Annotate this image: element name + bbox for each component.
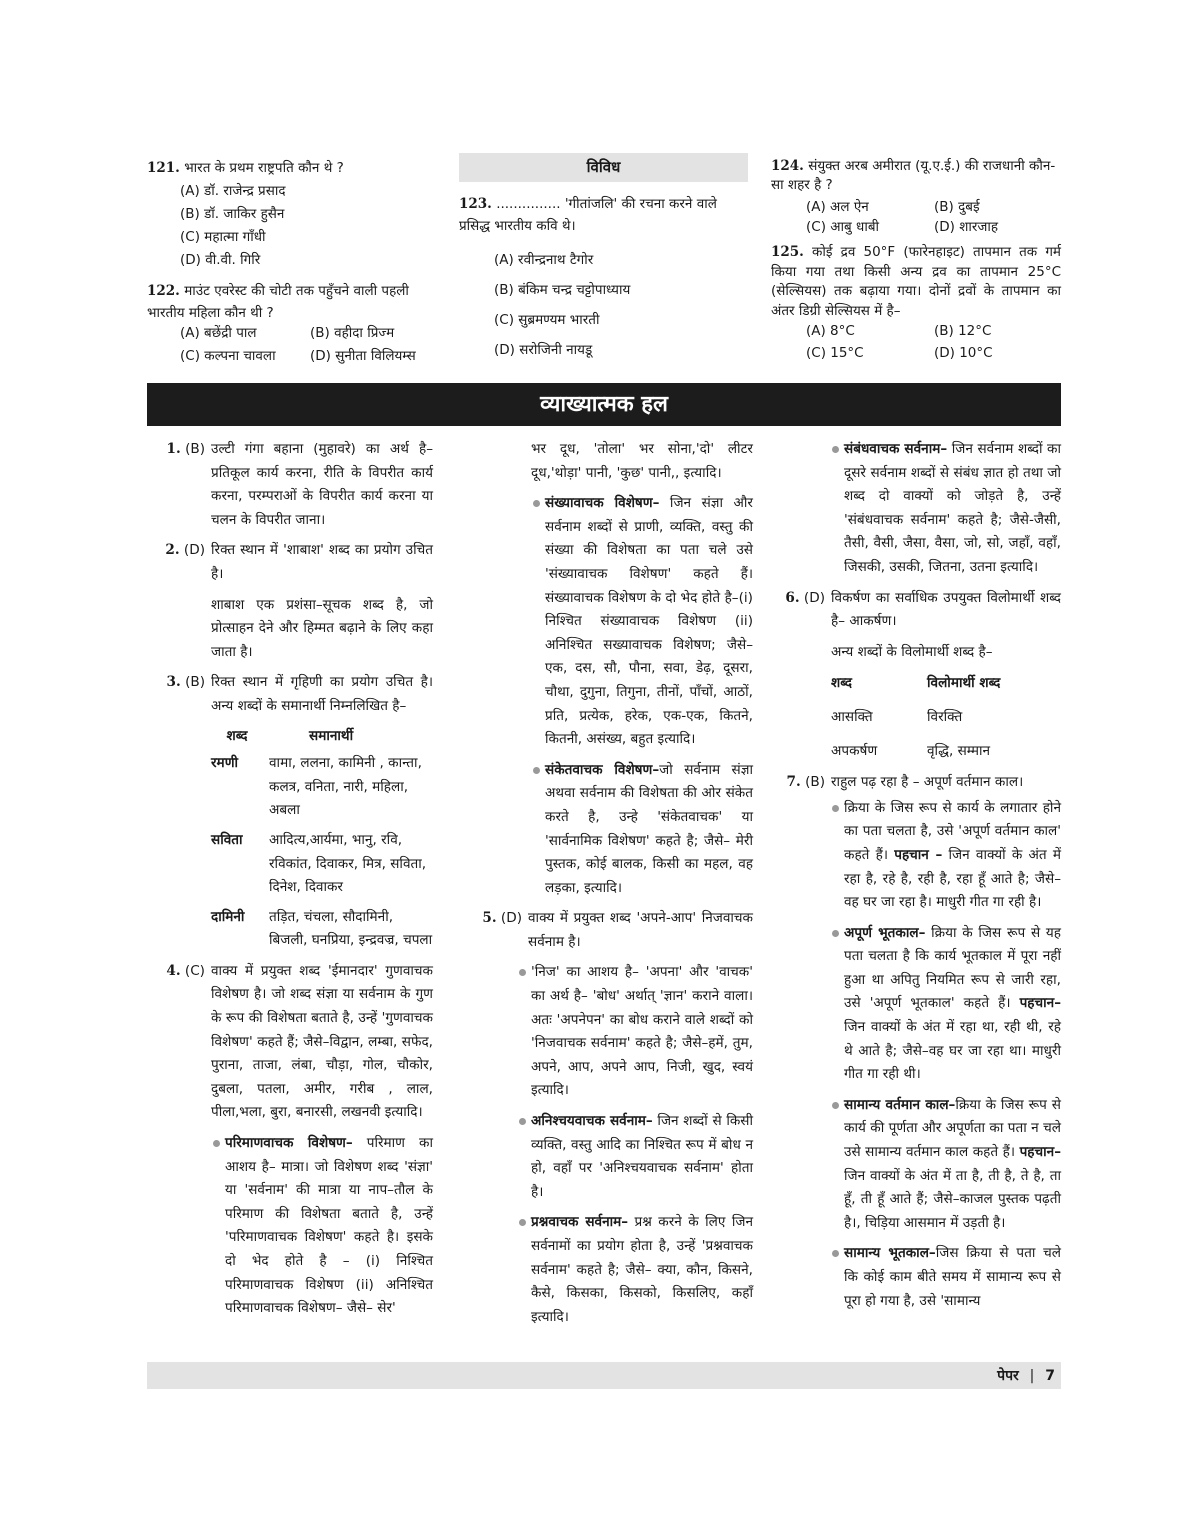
answer-number: 7. [786,774,801,791]
question-122-options [180,322,460,368]
footer-label: पेपर [997,1368,1019,1384]
bullet-text: क्रिया के जिस रूप से कार्य के लगातार होने का पता चलता है, उसे 'अपूर्ण वर्तमान काल' कहते हैं। [844,799,1061,863]
question-text: कोई द्रव 50°F (फारेनहाइट) तापमान तक गर्म किया गया तथा किसी अन्य द्रव का तापमान 25°C (सेल्सियस) तक बढ़ाया गया। दोनों द्रवों के तापमान का अंतर डिग्री सेल्सियस में है– [771,244,1061,319]
question-text: माउंट एवरेस्ट की चोटी तक पहुँचने वाली पहली भारतीय महिला कौन थी ? [147,283,409,321]
bullet-heading: सामान्य वर्तमान काल– [844,1096,956,1113]
question-121-options [180,180,450,272]
bullet-text: जिन शब्दों से किसी व्यक्ति, वस्तु आदि का निश्चित रूप में बोध न हो, वहाँ पर 'अनिश्चयवाचक सर्वनाम' होता है। [531,1113,753,1200]
option-c: (C) कल्पना चावला [180,348,276,364]
option-d: (D) सुनीता विलियम्स [310,348,416,364]
answer-1 [147,438,433,539]
answer-number: 2. [165,542,180,559]
option-a: (A) रवीन्द्रनाथ टैगोर [494,252,594,268]
bullet-text: परिमाण का आशय है– मात्रा। जो विशेषण शब्द 'संज्ञा' या 'सर्वनाम' की मात्रा या नाप–तौल के परिमाण की विशेषता बताते है, उन्हें 'परिमाणवाचक विशेषण' कहते है। इसके दो भेद होते है – (i) निश्चित परिमाणवाचक विशेषण (ii) अनिश्चित परिमाणवाचक विशेषण– जैसे– सेर' [225,1135,433,1317]
option-a: (A) डॉ. राजेन्द्र प्रसाद [180,183,286,199]
bullet-text: जिन सर्वनाम शब्दों का दूसरे सर्वनाम शब्दों से संबंध ज्ञात हो तथा जो शब्द दो वाक्यों को जोड़ते है, उन्हें 'संबंधवाचक सर्वनाम' कहते है; जैसे-जैसी, तैसी, वैसी, जैसा, वैसा, जो, सो, जहाँ, वहाँ, जिसकी, उसकी, जितना, उतना इत्यादि। [844,441,1061,575]
option-b: (B) डॉ. जाकिर हुसैन [180,206,285,222]
bullet-identify-label: पहचान– [1019,1144,1061,1161]
table-header-word: शब्द [831,675,852,692]
solutions-column-2 [470,438,753,1336]
table-cell-antonym: विरक्ति [927,708,963,725]
question-number: 122. [147,283,180,299]
bullet-text: क्रिया के जिस रूप से यह पता चलता है कि कार्य भूतकाल में पूरा नहीं हुआ था अपितु नियमित रूप से जारी रहा, उसे 'अपूर्ण भूतकाल' कहते हैं। [844,924,1061,1012]
table-header-synonym: समानार्थी [309,727,354,744]
bullet-identify-text: जिन वाक्यों के अंत में ता है, ती है, ते है, ता हूँ, ती हूँ आते हैं; जैसे–काजल पुस्तक पढ़ती है।, चिड़िया आसमान में उड़ती है। [844,1167,1061,1231]
page-number: 7 [1045,1368,1055,1384]
answer-letter: (B) [185,441,205,457]
answer-text: वाक्य में प्रयुक्त शब्द 'अपने-आप' निजवाचक सर्वनाम है। [528,910,753,950]
bullet-sanketvachak [531,759,753,901]
option-d: (D) सरोजिनी नायडू [494,342,593,358]
answer-2 [147,539,433,593]
bullet-sambandhvachak [830,438,1061,580]
bullet-identify-text: जिन वाक्यों के अंत में रहा है, रहे है, रही है, रहा हूँ आते है; जैसे–वह घर जा रहा है। माधुरी गीत गा रही है। [844,846,1062,911]
option-b: (B) दुबई [934,199,980,215]
footer-separator: | [1029,1368,1035,1384]
table-cell-word: सविता [211,831,243,848]
option-a: (A) अल ऐन [806,199,869,215]
answer-2-explanation: शाबाश एक प्रशंसा–सूचक शब्द है, जो प्रोत्साहन देने और हिम्मत बढ़ाने के लिए कहा जाता है। [211,596,433,660]
answer-text: विकर्षण का सर्वाधिक उपयुक्त विलोमार्थी शब्द है– आकर्षण। [831,589,1061,630]
bullet-text: जिन संज्ञा और सर्वनाम शब्दों से प्राणी, व्यक्ति, वस्तु की संख्या की विशेषता का पता चले उसे 'संख्यावाचक विशेषण' कहते हैं। संख्यावाचक विशेषण के दो भेद होते है–(i) निश्चित संख्यावाचक विशेषण (ii) अनिश्चित सख्यावाचक विशेषण; जैसे–एक, दस, सौ, पौना, सवा, डेढ़, दूसरा, चौथा, दुगुना, तिगुना, तीनों, पाँचों, आठों, प्रति, प्रत्येक, हरेक, एक-एक, कितने, कितनी, असंख्य, बहुत इत्यादि। [545,495,753,748]
table-cell-synonyms: वामा, ललना, कामिनी , कान्ता, कलत्र, वनिता, नारी, महिला, अबला [269,755,422,819]
question-number: 121. [147,160,180,176]
question-125-options [806,320,1061,364]
bullet-heading: अपूर्ण भूतकाल– [844,924,926,941]
option-c: (C) सुब्रमण्यम भारती [494,312,600,328]
answer-text: उल्टी गंगा बहाना (मुहावरे) का अर्थ है– प्रतिकूल कार्य करना, रीति के विपरीत कार्य करना, परम्पराओं के विपरीत कार्य करना या चलन के विपरीत जाना। [211,441,433,528]
answer-letter: (B) [805,774,825,791]
synonym-table [147,725,433,953]
answer-6-explanation: अन्य शब्दों के विलोमार्थी शब्द है– [831,643,993,660]
bullet-text: जो सर्वनाम संज्ञा अथवा सर्वनाम की विशेषता की ओर संकेत करते है, उन्हे 'संकेतवाचक' या 'सार्वनामिक विशेषण' कहते है; जैसे– मेरी पुस्तक, कोई बालक, किसी का महल, वह लड़का, इत्यादि। [545,761,753,896]
table-header-antonym: विलोमार्थी शब्द [927,675,1001,692]
option-c: (C) आबु धाबी [806,219,880,235]
bullet-heading: संकेतवाचक विशेषण– [545,761,660,778]
bullet-text: क्रिया के जिस रूप से कार्य की पूर्णता और अपूर्णता का पता न चले उसे सामान्य वर्तमान काल कहते हैं। [844,1096,1061,1161]
section-heading-misc: विविध [459,153,748,182]
bullet-nijvachak: 'निज' का आशय है– 'अपना' और 'वाचक' का अर्थ है– 'बोध' अर्थात् 'ज्ञान' कराने वाला। अतः 'अपनेपन' का बोध कराने वाले शब्दों को 'निजवाचक सर्वनाम' कहते है; जैसे–हमें, तुम, अपने, आप, अपने आप, निजी, खुद, स्वयं इत्यादि। [517,961,753,1103]
answer-6 [783,587,1061,641]
answer-number: 1. [166,441,181,457]
bullet-text: प्रश्न करने के लिए जिन सर्वनामों का प्रयोग होता है, उन्हें 'प्रश्नवाचक सर्वनाम' कहते है; जैसे– क्या, कौन, किसने, कैसे, किसका, किसको, किसलिए, कहाँ इत्यादि। [531,1214,754,1325]
question-124 [771,157,1061,195]
solutions-column-1 [147,438,433,1328]
answer-letter: (D) [803,589,825,606]
bullet-identify-text: जिन वाक्यों के अंत में रहा था, रही थी, रहे थे आते है; जैसे–वह घर जा रहा था। माधुरी गीत गा रही थी। [844,1019,1061,1083]
question-text: भारत के प्रथम राष्ट्रपति कौन थे ? [184,160,344,176]
table-cell-word: दामिनी [211,908,245,925]
bullet-parimanvachak [211,1132,433,1321]
answer-7 [783,771,1061,797]
answer-letter: (D) [183,542,205,559]
table-cell-antonym: वृद्धि, सम्मान [927,742,991,759]
question-text: ............... 'गीतांजलि' की रचना करने वाले प्रसिद्ध भारतीय कवि थे। [459,196,717,234]
table-cell-word: रमणी [211,755,239,772]
solutions-banner: व्याख्यात्मक हल [147,383,1061,426]
bullet-prashnavachak [517,1211,753,1329]
question-122 [147,280,447,324]
answer-text: रिक्त स्थान में गृहिणी का प्रयोग उचित है। अन्य शब्दों के समानार्थी निम्नलिखित है– [211,674,433,714]
bullet-apurna-bhootkal [830,922,1061,1087]
answer-letter: (B) [185,674,205,691]
option-b: (B) वहीदा प्रिज्म [310,325,395,341]
option-d: (D) शारजाह [934,219,999,235]
option-d: (D) 10°C [934,345,993,361]
answer-3 [147,671,433,720]
option-d: (D) वी.वी. गिरि [180,252,261,268]
bullet-heading: प्रश्नवाचक सर्वनाम– [531,1214,629,1231]
bullet-identify-label: पहचान – [894,846,943,863]
bullet-samanya-bhootkal [830,1242,1061,1313]
answer-4 [147,960,433,1132]
question-number: 125. [771,244,804,260]
question-121 [147,157,447,179]
question-123-options [494,245,754,365]
table-cell-synonyms: आदित्य,आर्यमा, भानु, रवि, रविकांत, दिवाकर, मित्र, सविता, दिनेश, दिवाकर [269,831,427,896]
bullet-heading: अनिश्चयवाचक सर्वनाम– [531,1113,653,1130]
table-cell-word: अपकर्षण [831,742,878,759]
bullet-heading: सामान्य भूतकाल– [844,1245,936,1262]
antonym-table [831,672,1061,763]
option-a: (A) बछेंद्री पाल [180,325,257,341]
bullet-samanya-vartaman [830,1094,1061,1236]
answer-number: 6. [785,589,800,606]
question-number: 123. [459,196,492,212]
bullet-heading: संख्यावाचक विशेषण– [545,495,660,512]
table-cell-synonyms: तड़ित, चंचला, सौदामिनी, बिजली, घनप्रिया, इन्द्रवज्र, चपला [269,908,433,949]
table-cell-word: आसक्ति [831,708,873,725]
solutions-column-3 [783,438,1061,1320]
option-a: (A) 8°C [806,323,855,339]
footer-bar [147,1362,1061,1389]
answer-5 [470,907,753,961]
option-b: (B) 12°C [934,323,992,339]
answer-letter: (D) [500,910,522,927]
bullet-text: जिस क्रिया से पता चले कि कोई काम बीते समय में सामान्य रूप से पूरा हो गया है, उसे 'सामान्य [844,1245,1061,1309]
question-123 [459,193,749,237]
question-124-options [806,197,1061,237]
question-text: संयुक्त अरब अमीरात (यू.ए.ई.) की राजधानी कौन-सा शहर है ? [771,158,1056,193]
question-125 [771,243,1061,321]
option-c: (C) 15°C [806,345,864,361]
footer-page-info [960,1366,1055,1385]
answer-text: रिक्त स्थान में 'शाबाश' शब्द का प्रयोग उचित है। [211,542,433,582]
answer-text: वाक्य में प्रयुक्त शब्द 'ईमानदार' गुणवाचक विशेषण है। जो शब्द संज्ञा या सर्वनाम के गुण के रूप की विशेषता बताते है, उन्हें 'गुणवाचक विशेषण' कहते हैं; जैसे–विद्वान, लम्बा, सफेद, पुराना, ताजा, लंबा, चौड़ा, गोल, चौकोर, दुबला, पतला, अमीर, गरीब , लाल, पीला,भला, बुरा, बनारसी, लखनवी इत्यादि। [211,962,433,1121]
bullet-heading: संबंधवाचक सर्वनाम– [844,441,948,457]
answer-letter: (C) [184,962,205,979]
option-b: (B) बंकिम चन्द्र चट्टोपाध्याय [494,282,631,298]
answer-number: 4. [166,962,181,979]
question-number: 124. [771,158,804,174]
bullet-sankhyavachak [531,492,753,752]
answer-number: 3. [166,674,181,691]
answer-text: राहुल पढ़ रहा है – अपूर्ण वर्तमान काल। [831,774,1024,791]
bullet-anishchayvachak [517,1110,753,1204]
continued-text: भर दूध, 'तोला' भर सोना,'दो' लीटर दूध,'थोड़ा' पानी, 'कुछ' पानी,, इत्यादि। [531,441,753,481]
table-header-word: शब्द [226,727,248,744]
bullet-heading: परिमाणवाचक विशेषण– [225,1135,353,1152]
bullet-apurna-vartaman [830,797,1061,915]
answer-number: 5. [482,910,497,927]
option-c: (C) महात्मा गाँधी [180,229,266,245]
bullet-identify-label: पहचान– [1019,995,1061,1012]
